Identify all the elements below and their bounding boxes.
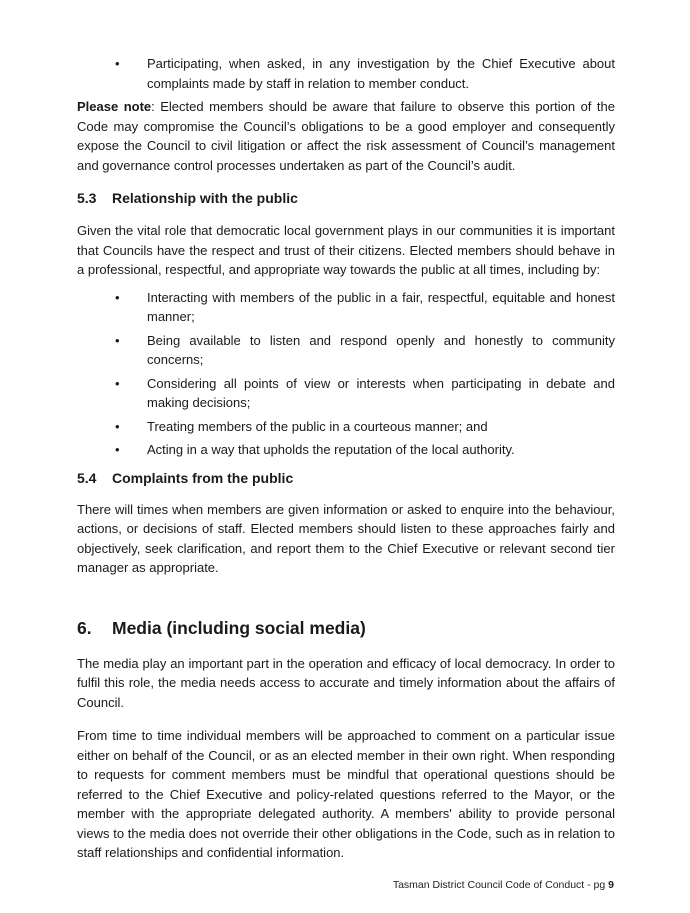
section-title: Relationship with the public — [112, 190, 298, 206]
list-item — [77, 331, 615, 370]
page-footer — [393, 876, 614, 896]
list-item — [77, 54, 615, 93]
please-note-label: Please note — [77, 99, 152, 114]
page-content — [77, 54, 615, 863]
section-6-paragraph-1: The media play an important part in the operation and efficacy of local democracy. In order to fulfil this role, the media needs access to accurate and timely information about the affairs of Council. — [77, 655, 615, 710]
section-title: Media (including social media) — [112, 617, 366, 638]
list-item — [77, 288, 615, 327]
bullet-text: Treating members of the public in a courteous manner; and — [147, 418, 488, 434]
please-note-text: : Elected members should be aware that failure to observe this portion of the Code may compromise the Council’s obligations to be a good employer and consequently expose the Council to civil litigation or affect the risk assessment of Council’s management and governance control processes undertaken as part of the Council’s audit. — [77, 99, 615, 173]
section-title: Complaints from the public — [112, 469, 294, 486]
section-6-paragraph-2: From time to time individual members will be approached to comment on a particular issue either on behalf of the Council, or as an elected member in their own right. When responding to requests for comment members must be mindful that operational questions should be referred to the Chief Executive and policy-related questions referred to the Mayor, or the member with the appropriate delegated authority. A members' ability to provide personal views to the media does not override their other obligations in the Code, such as in relation to staff relationships and confidential information. — [77, 728, 615, 860]
section-5-4-text: There will times when members are given information or asked to enquire into the behaviour, actions, or decisions of staff. Elected members should listen to these approaches fairly and objectively, seek clarification, and report them to the Chief Executive or relevant second tier manager as appropriate. — [77, 501, 615, 575]
bullet-text: Acting in a way that upholds the reputation of the local authority. — [147, 442, 515, 457]
page-number: 9 — [608, 879, 614, 891]
please-note-paragraph — [77, 97, 615, 175]
section-5-3-bullets — [77, 288, 615, 460]
bullet-symbol: • — [115, 289, 120, 305]
section-5-3-intro: Given the vital role that democratic local government plays in our communities it is important that Councils have the respect and trust of their citizens. Elected members should behave in a professional, respectful, and appropriate way towards the public at all times, including by: — [77, 223, 615, 277]
bullet-text: Participating, when asked, in any investigation by the Chief Executive about complaints made by staff in relation to member conduct. — [147, 56, 615, 91]
bullet-symbol: • — [115, 418, 120, 434]
bullet-symbol: • — [115, 56, 120, 71]
bullet-text: Interacting with members of the public in a fair, respectful, equitable and honest manner; — [147, 289, 615, 324]
bullet-symbol: • — [115, 375, 120, 391]
section-number: 6. — [77, 617, 92, 638]
bullet-symbol: • — [115, 442, 120, 457]
list-item — [77, 440, 615, 460]
section-number: 5.4 — [77, 469, 97, 486]
section-number: 5.3 — [77, 190, 97, 206]
bullet-text: Considering all points of view or interests when participating in debate and making decisions; — [147, 375, 615, 410]
list-item — [77, 374, 615, 413]
footer-text: Tasman District Council Code of Conduct - pg — [392, 879, 609, 891]
section-5-3-heading — [77, 188, 615, 208]
top-bullet-list — [77, 54, 615, 93]
list-item — [77, 417, 615, 437]
section-6-heading — [77, 616, 615, 640]
section-5-4-heading — [77, 468, 615, 488]
bullet-symbol: • — [115, 332, 120, 348]
bullet-text: Being available to listen and respond openly and honestly to community concerns; — [147, 332, 615, 367]
